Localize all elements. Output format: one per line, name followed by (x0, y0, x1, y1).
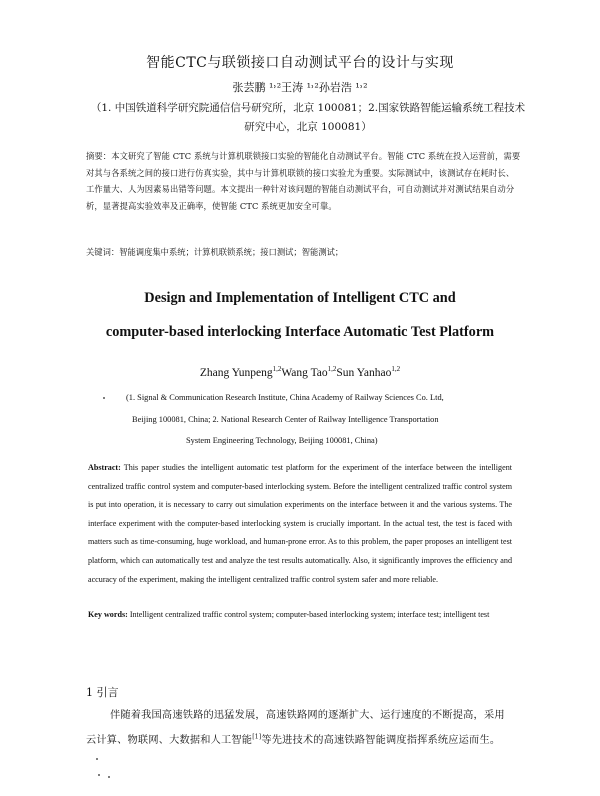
author-2-affil: 1,2 (327, 365, 337, 373)
scan-speck (108, 776, 110, 778)
chinese-affiliation: （1. 中国铁道科学研究院通信信号研究所，北京 100081；2.国家铁路智能运输系统工程技术研究中心，北京 100081） (90, 102, 526, 133)
english-affiliation-line1: (1. Signal & Communication Research Institute, China Academy of Railway Sciences Co. Ltd, (126, 393, 444, 402)
body-line2-part1: 云计算、物联网、大数据和人工智能 (86, 735, 253, 746)
scan-speck (103, 397, 105, 399)
chinese-abstract: 摘要：本文研究了智能 CTC 系统与计算机联锁接口实验的智能化自动测试平台。智能 CTC 系统在投入运营前，需要对其与各系统之间的接口进行仿真实验，其中与计算机联锁的接口实验尤为重要。实际测试中，该测试存在耗时长、工作量大、人为因素易出错等问题。本文提出一种针对该问题的智能自动测试平台，可自动测试并对测试结果自动分析，显著提高实验效率及正确率，使智能 CTC 系统更加安全可靠。 (86, 151, 521, 211)
section-heading: 1 引言 (86, 686, 119, 699)
author-2-name: Wang Tao (281, 366, 328, 379)
english-abstract-text: This paper studies the intelligent automatic test platform for the experiment of the interface between the intelligent centralized traffic control system and computer-based interlocking system. Before the intelligent centralized traffic control system is put into operation, it is necessary to carry out simulation experiments on the interface between it and the various systems. The interface experiment with the computer-based interlocking system is crucially important. In the actual test, the test is faced with matters such as time-consuming, huge workload, and human-prone error. As to this problem, the paper proposes an intelligent test platform, which can automatically test and analyze the test results automatically. Also, it significantly improves the efficiency and accuracy of the experiment, making the intelligent centralized traffic control system safer and more reliable. (88, 463, 512, 584)
english-keywords-text: Intelligent centralized traffic control system; computer-based interlocking system; interface test; intelligent test (127, 610, 490, 619)
chinese-authors: 张芸鹏 ¹˒²王涛 ¹˒²孙岩浩 ¹˒² (232, 81, 368, 94)
scan-speck (98, 774, 100, 776)
scan-speck (96, 758, 98, 760)
author-1-name: Zhang Yunpeng (199, 366, 273, 379)
english-keywords (88, 606, 512, 625)
english-abstract-label: Abstract: (88, 463, 121, 472)
english-keywords-label: Key words: (88, 610, 128, 619)
chinese-title: 智能CTC与联锁接口自动测试平台的设计与实现 (146, 55, 454, 71)
chinese-keywords: 关键词：智能调度集中系统；计算机联锁系统；接口测试；智能测试； (86, 247, 344, 257)
english-affiliation-line2: Beijing 100081, China; 2. National Research Center of Railway Intelligence Transportation (132, 415, 439, 424)
body-paragraph-line1: 伴随着我国高速铁路的迅猛发展，高速铁路网的逐渐扩大、运行速度的不断提高，采用 (110, 710, 505, 721)
english-title-line2: computer-based interlocking Interface Automatic Test Platform (105, 324, 495, 340)
english-title-line1: Design and Implementation of Intelligent CTC and (144, 290, 456, 306)
author-1-affil: 1,2 (272, 365, 282, 373)
author-3-affil: 1,2 (391, 365, 401, 373)
english-abstract (88, 459, 512, 589)
english-authors (0, 365, 600, 379)
english-affiliation-line3: System Engineering Technology, Beijing 100081, China) (186, 436, 378, 445)
author-3-name: Sun Yanhao (336, 366, 392, 379)
citation-marker: [1] (252, 733, 262, 741)
body-line2-part2: 等先进技术的高速铁路智能调度指挥系统应运而生。 (261, 735, 501, 746)
body-paragraph-line2 (86, 731, 500, 746)
